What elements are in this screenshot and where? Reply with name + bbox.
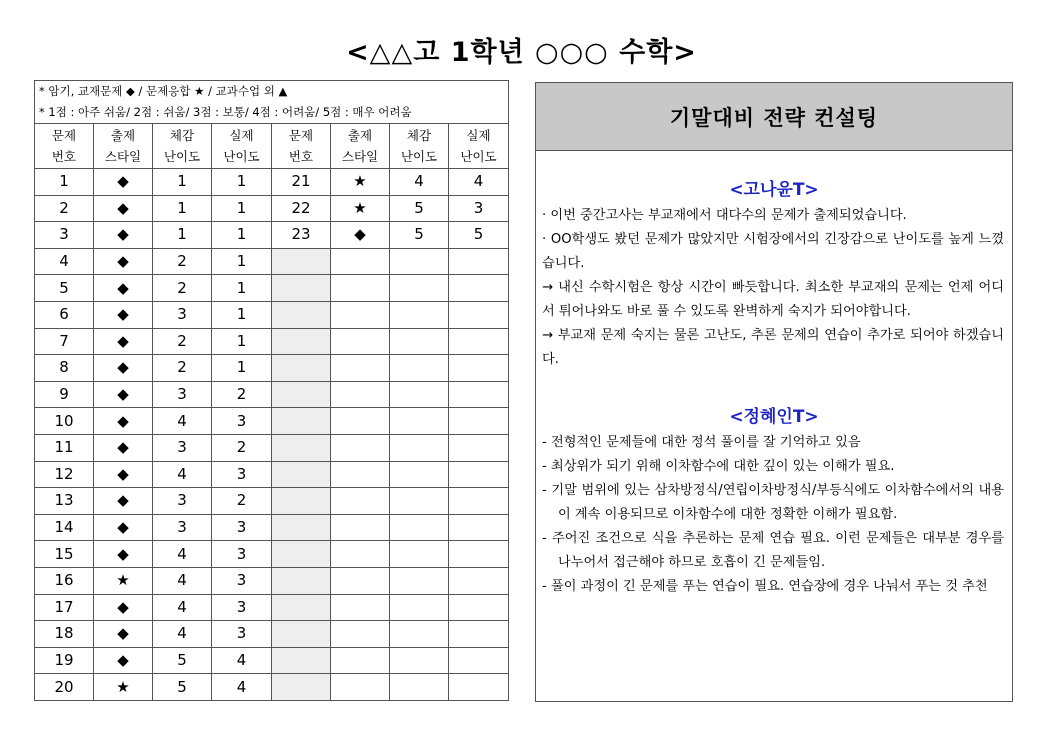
- column-header-top: 문제: [288, 128, 314, 143]
- actual-difficulty: 3: [212, 621, 272, 648]
- problem-number: 23: [272, 222, 331, 249]
- problem-number: 15: [35, 541, 94, 568]
- column-header-bottom: 스타일: [104, 149, 142, 164]
- actual-difficulty: [449, 621, 509, 648]
- felt-difficulty: [390, 621, 449, 648]
- felt-difficulty: 3: [153, 514, 212, 541]
- felt-difficulty: 5: [390, 195, 449, 222]
- column-header-bottom: 난이도: [223, 149, 260, 164]
- page-title: <△△고 1학년 ○○○ 수학>: [346, 37, 697, 68]
- problem-number: 6: [35, 301, 94, 328]
- actual-difficulty: 1: [212, 301, 272, 328]
- question-style: ◆: [94, 301, 153, 328]
- legend: [35, 81, 509, 124]
- felt-difficulty: [390, 514, 449, 541]
- felt-difficulty: 1: [153, 169, 212, 196]
- table-row: [35, 222, 509, 249]
- comment-line: → 부교재 문제 숙지는 물론 고난도, 추론 문제의 연습이 추가로 되어야 하겠습니다.: [542, 328, 1004, 367]
- column-header-bottom: 번호: [51, 149, 77, 164]
- felt-difficulty: [390, 381, 449, 408]
- actual-difficulty: [449, 488, 509, 515]
- table-row: [35, 674, 509, 701]
- table-row: [35, 434, 509, 461]
- column-header: [390, 124, 449, 169]
- column-header-bottom: 난이도: [460, 149, 497, 164]
- actual-difficulty: 3: [212, 567, 272, 594]
- comment-line: - 전형적인 문제들에 대한 정석 풀이를 잘 기억하고 있음: [542, 435, 861, 450]
- problem-number: 16: [35, 567, 94, 594]
- teacher-name-2: <정혜인T>: [729, 407, 819, 427]
- problem-number: [272, 434, 331, 461]
- table-row: [35, 594, 509, 621]
- question-style: ◆: [94, 381, 153, 408]
- actual-difficulty: [449, 567, 509, 594]
- table-row: [35, 647, 509, 674]
- question-style: ◆: [94, 195, 153, 222]
- felt-difficulty: 1: [153, 195, 212, 222]
- question-style: [331, 248, 390, 275]
- question-style: [331, 647, 390, 674]
- actual-difficulty: 3: [212, 408, 272, 435]
- question-style: [331, 674, 390, 701]
- problem-number: [272, 621, 331, 648]
- actual-difficulty: 4: [212, 674, 272, 701]
- felt-difficulty: [390, 488, 449, 515]
- column-header: [94, 124, 153, 169]
- comment-line: - 풀이 과정이 긴 문제를 푸는 연습이 필요. 연습장에 경우 나눠서 푸는 것 추천: [542, 579, 988, 594]
- felt-difficulty: 4: [390, 169, 449, 196]
- question-style: [331, 514, 390, 541]
- actual-difficulty: 3: [212, 461, 272, 488]
- felt-difficulty: 3: [153, 488, 212, 515]
- comment-line: → 내신 수학시험은 항상 시간이 빠듯합니다. 최소한 부교재의 문제는 언제 어디서 튀어나와도 바로 풀 수 있도록 완벽하게 숙지가 되어야합니다.: [542, 280, 1004, 319]
- question-style: ◆: [94, 275, 153, 302]
- problem-number: 2: [35, 195, 94, 222]
- question-style: ◆: [94, 461, 153, 488]
- felt-difficulty: 2: [153, 328, 212, 355]
- actual-difficulty: [449, 434, 509, 461]
- actual-difficulty: [449, 328, 509, 355]
- comment-line: · 이번 중간고사는 부교재에서 대다수의 문제가 출제되었습니다.: [542, 208, 907, 223]
- felt-difficulty: [390, 461, 449, 488]
- table-row: [35, 514, 509, 541]
- felt-difficulty: 4: [153, 567, 212, 594]
- difficulty-table: [34, 80, 509, 701]
- felt-difficulty: [390, 355, 449, 382]
- felt-difficulty: [390, 434, 449, 461]
- problem-number: 22: [272, 195, 331, 222]
- problem-number: 17: [35, 594, 94, 621]
- felt-difficulty: 3: [153, 381, 212, 408]
- question-style: ◆: [94, 169, 153, 196]
- felt-difficulty: [390, 594, 449, 621]
- actual-difficulty: [449, 541, 509, 568]
- question-style: ★: [331, 169, 390, 196]
- table-row: [35, 169, 509, 196]
- problem-number: 3: [35, 222, 94, 249]
- problem-number: 11: [35, 434, 94, 461]
- question-style: ◆: [94, 434, 153, 461]
- column-header: [331, 124, 390, 169]
- problem-number: 4: [35, 248, 94, 275]
- felt-difficulty: 5: [390, 222, 449, 249]
- question-style: ◆: [94, 355, 153, 382]
- actual-difficulty: [449, 408, 509, 435]
- felt-difficulty: 3: [153, 301, 212, 328]
- actual-difficulty: [449, 355, 509, 382]
- problem-number: 9: [35, 381, 94, 408]
- question-style: [331, 381, 390, 408]
- felt-difficulty: [390, 275, 449, 302]
- actual-difficulty: 3: [212, 514, 272, 541]
- actual-difficulty: 4: [212, 647, 272, 674]
- actual-difficulty: 2: [212, 381, 272, 408]
- actual-difficulty: 2: [212, 434, 272, 461]
- actual-difficulty: [449, 647, 509, 674]
- table-row: [35, 621, 509, 648]
- question-style: ★: [94, 567, 153, 594]
- felt-difficulty: 4: [153, 461, 212, 488]
- felt-difficulty: 2: [153, 275, 212, 302]
- actual-difficulty: 1: [212, 222, 272, 249]
- teacher-name-1: <고나윤T>: [729, 180, 819, 200]
- felt-difficulty: 4: [153, 408, 212, 435]
- table-row: [35, 408, 509, 435]
- actual-difficulty: [449, 301, 509, 328]
- problem-number: [272, 408, 331, 435]
- teacher-comments-1: [536, 204, 1012, 372]
- column-header: [153, 124, 212, 169]
- question-style: ◆: [331, 222, 390, 249]
- actual-difficulty: [449, 248, 509, 275]
- actual-difficulty: 3: [449, 195, 509, 222]
- table-row: [35, 355, 509, 382]
- actual-difficulty: 2: [212, 488, 272, 515]
- problem-number: [272, 381, 331, 408]
- problem-number: 5: [35, 275, 94, 302]
- problem-number: 19: [35, 647, 94, 674]
- actual-difficulty: 1: [212, 275, 272, 302]
- problem-number: [272, 461, 331, 488]
- felt-difficulty: 5: [153, 674, 212, 701]
- actual-difficulty: 3: [212, 594, 272, 621]
- table-row: [35, 301, 509, 328]
- table-row: [35, 567, 509, 594]
- strategy-panel: [535, 82, 1013, 702]
- question-style: ◆: [94, 647, 153, 674]
- teacher-comments-2: [536, 431, 1012, 599]
- actual-difficulty: [449, 514, 509, 541]
- felt-difficulty: 3: [153, 434, 212, 461]
- question-style: [331, 301, 390, 328]
- problem-number: [272, 674, 331, 701]
- question-style: ◆: [94, 488, 153, 515]
- problem-number: [272, 488, 331, 515]
- problem-number: [272, 328, 331, 355]
- question-style: [331, 541, 390, 568]
- table-header-row: [35, 124, 509, 169]
- question-style: [331, 408, 390, 435]
- column-header-bottom: 난이도: [400, 149, 438, 164]
- actual-difficulty: 1: [212, 328, 272, 355]
- felt-difficulty: [390, 541, 449, 568]
- problem-number: 21: [272, 169, 331, 196]
- question-style: [331, 355, 390, 382]
- actual-difficulty: [449, 674, 509, 701]
- question-style: ◆: [94, 248, 153, 275]
- question-style: [331, 461, 390, 488]
- problem-number: [272, 594, 331, 621]
- question-style: ◆: [94, 222, 153, 249]
- actual-difficulty: [449, 275, 509, 302]
- felt-difficulty: 4: [153, 541, 212, 568]
- felt-difficulty: [390, 567, 449, 594]
- question-style: ◆: [94, 408, 153, 435]
- problem-number: [272, 541, 331, 568]
- table-row: [35, 328, 509, 355]
- problem-number: 13: [35, 488, 94, 515]
- problem-number: 1: [35, 169, 94, 196]
- actual-difficulty: 1: [212, 355, 272, 382]
- actual-difficulty: [449, 594, 509, 621]
- column-header-top: 출제: [110, 128, 136, 143]
- comment-line: · OO학생도 봤던 문제가 많았지만 시험장에서의 긴장감으로 난이도를 높게 느꼈습니다.: [542, 232, 1004, 271]
- problem-number: 14: [35, 514, 94, 541]
- actual-difficulty: 4: [449, 169, 509, 196]
- problem-number: [272, 355, 331, 382]
- table-row: [35, 488, 509, 515]
- question-style: ★: [331, 195, 390, 222]
- felt-difficulty: [390, 328, 449, 355]
- problem-number: [272, 301, 331, 328]
- problem-number: 18: [35, 621, 94, 648]
- felt-difficulty: [390, 674, 449, 701]
- problem-number: [272, 567, 331, 594]
- actual-difficulty: [449, 381, 509, 408]
- question-style: ◆: [94, 621, 153, 648]
- question-style: [331, 621, 390, 648]
- column-header-bottom: 난이도: [163, 149, 201, 164]
- actual-difficulty: 1: [212, 169, 272, 196]
- column-header: [449, 124, 509, 169]
- actual-difficulty: 1: [212, 195, 272, 222]
- legend-scale: * 1점 : 아주 쉬움/ 2점 : 쉬움/ 3점 : 보통/ 4점 : 어려움/ 5점 : 매우 어려움: [39, 105, 412, 119]
- column-header-bottom: 번호: [288, 149, 314, 164]
- question-style: [331, 328, 390, 355]
- column-header-top: 체감: [169, 128, 195, 143]
- panel-heading: 기말대비 전략 컨설팅: [536, 83, 1012, 151]
- column-header-bottom: 스타일: [341, 149, 379, 164]
- problem-number: [272, 248, 331, 275]
- problem-number: [272, 514, 331, 541]
- question-style: ◆: [94, 594, 153, 621]
- question-style: ★: [94, 674, 153, 701]
- problem-number: 8: [35, 355, 94, 382]
- question-style: [331, 567, 390, 594]
- problem-number: [272, 275, 331, 302]
- column-header: [272, 124, 331, 169]
- felt-difficulty: 5: [153, 647, 212, 674]
- table-row: [35, 275, 509, 302]
- problem-number: 20: [35, 674, 94, 701]
- table-row: [35, 541, 509, 568]
- felt-difficulty: [390, 647, 449, 674]
- actual-difficulty: 5: [449, 222, 509, 249]
- question-style: ◆: [94, 541, 153, 568]
- felt-difficulty: 2: [153, 355, 212, 382]
- column-header-top: 실제: [466, 128, 491, 143]
- column-header-top: 문제: [51, 128, 77, 143]
- question-style: ◆: [94, 514, 153, 541]
- felt-difficulty: 2: [153, 248, 212, 275]
- problem-number: 10: [35, 408, 94, 435]
- felt-difficulty: [390, 301, 449, 328]
- actual-difficulty: 1: [212, 248, 272, 275]
- comment-line: - 기말 범위에 있는 삼차방정식/연립이차방정식/부등식에도 이차함수에서의 내용이 계속 이용되므로 이차함수에 대한 정확한 이해가 필요함.: [542, 483, 1004, 522]
- actual-difficulty: 3: [212, 541, 272, 568]
- table-row: [35, 195, 509, 222]
- column-header-top: 체감: [406, 128, 432, 143]
- comment-line: - 주어진 조건으로 식을 추론하는 문제 연습 필요. 이런 문제들은 대부분 경우를 나누어서 접근해야 하므로 호흡이 긴 문제들임.: [542, 531, 1004, 570]
- column-header-top: 실제: [229, 128, 254, 143]
- felt-difficulty: [390, 408, 449, 435]
- question-style: [331, 275, 390, 302]
- legend-style: * 암기, 교재문제 ◆ / 문제응합 ★ / 교과수업 외 ▲: [39, 84, 288, 98]
- table-row: [35, 248, 509, 275]
- felt-difficulty: 4: [153, 621, 212, 648]
- felt-difficulty: 4: [153, 594, 212, 621]
- question-style: [331, 434, 390, 461]
- problem-number: 7: [35, 328, 94, 355]
- table-row: [35, 461, 509, 488]
- table-row: [35, 381, 509, 408]
- actual-difficulty: [449, 461, 509, 488]
- comment-line: - 최상위가 되기 위해 이차함수에 대한 깊이 있는 이해가 필요.: [542, 459, 895, 474]
- felt-difficulty: [390, 248, 449, 275]
- felt-difficulty: 1: [153, 222, 212, 249]
- question-style: [331, 594, 390, 621]
- problem-number: 12: [35, 461, 94, 488]
- column-header: [35, 124, 94, 169]
- problem-number: [272, 647, 331, 674]
- column-header-top: 출제: [347, 128, 373, 143]
- question-style: ◆: [94, 328, 153, 355]
- column-header: [212, 124, 272, 169]
- question-style: [331, 488, 390, 515]
